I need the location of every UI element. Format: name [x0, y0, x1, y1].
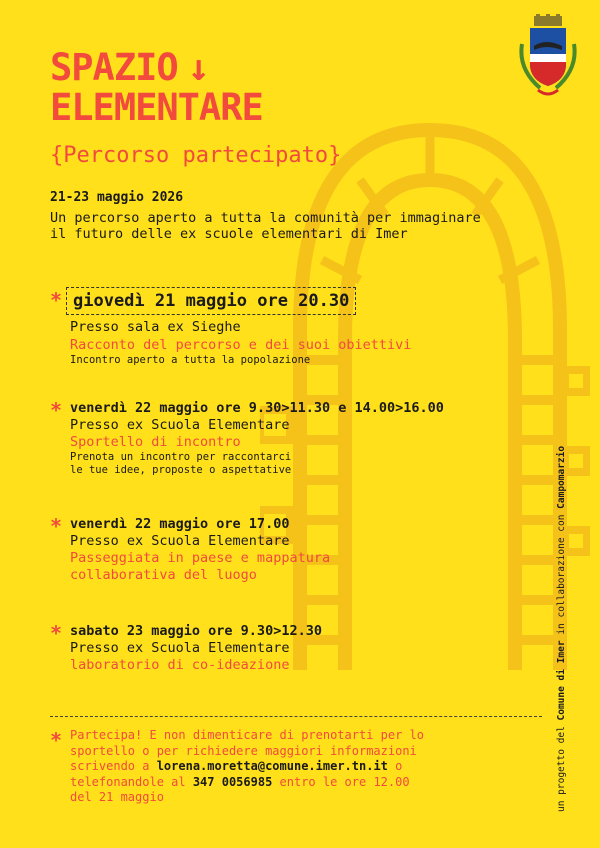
asterisk-icon: * [50, 728, 63, 752]
coat-of-arms-icon [516, 14, 580, 98]
page-subtitle: {Percorso partecipato} [50, 143, 342, 168]
event-location: Presso sala ex Sieghe [70, 319, 241, 335]
title-line-2: ELEMENTARE [50, 86, 263, 129]
email-link[interactable]: lorena.moretta@comune.imer.tn.it [156, 759, 388, 773]
event-datetime: venerdì 22 maggio ore 9.30>11.30 e 14.00>16.00 [70, 400, 444, 416]
event-note: le tue idee, proposte o aspettative [70, 464, 292, 476]
arch-illustration [260, 110, 590, 670]
credit-org-1: Comune di Imer [556, 640, 567, 721]
asterisk-icon: * [50, 514, 63, 538]
footer-line: sportello o per richiedere maggiori informazioni [70, 743, 417, 758]
asterisk-icon: * [50, 621, 63, 645]
footer-line: scrivendo a lorena.moretta@comune.imer.tn.it o [70, 759, 403, 773]
divider [50, 716, 542, 717]
intro-description [50, 210, 550, 242]
date-range: 21-23 maggio 2026 [50, 190, 184, 205]
event-datetime: venerdì 22 maggio ore 17.00 [70, 516, 290, 532]
page-title [50, 48, 263, 128]
footer-line: del 21 maggio [70, 790, 164, 804]
footer-line: Partecipa! E non dimenticare di prenotarti per lo [70, 728, 425, 742]
event-activity: Passeggiata in paese e mappatura [70, 550, 331, 566]
event-location: Presso ex Scuola Elementare [70, 640, 290, 656]
event-note: Prenota un incontro per raccontarci [70, 451, 292, 463]
arrow-down-icon: ↓ [187, 46, 209, 89]
footer-text [70, 728, 470, 806]
title-line-1: SPAZIO [50, 46, 178, 89]
event-note: Incontro aperto a tutta la popolazione [70, 354, 311, 366]
asterisk-icon: * [50, 288, 63, 312]
event-activity: Sportello di incontro [70, 434, 241, 450]
event-activity: laboratorio di co-ideazione [70, 657, 290, 673]
project-credit: un progetto del Comune di Imer in collaborazione con Campomarzio [556, 445, 567, 812]
phone-number[interactable]: 347 0056985 [192, 774, 273, 789]
event-activity: collaborativa del luogo [70, 567, 257, 583]
credit-org-2: Campomarzio [556, 445, 567, 509]
event-location: Presso ex Scuola Elementare [70, 533, 290, 549]
intro-line-1: Un percorso aperto a tutta la comunità per immaginare [50, 210, 481, 226]
event-location: Presso ex Scuola Elementare [70, 417, 290, 433]
footer-line: telefonandole al 347 0056985 entro le ore 12.00 [70, 774, 410, 789]
event-datetime: sabato 23 maggio ore 9.30>12.30 [70, 623, 322, 639]
event-activity: Racconto del percorso e dei suoi obiettivi [70, 337, 412, 353]
asterisk-icon: * [50, 398, 63, 422]
event-datetime: giovedì 21 maggio ore 20.30 [66, 287, 356, 315]
intro-line-2: il futuro delle ex scuole elementari di Imer [50, 226, 408, 242]
